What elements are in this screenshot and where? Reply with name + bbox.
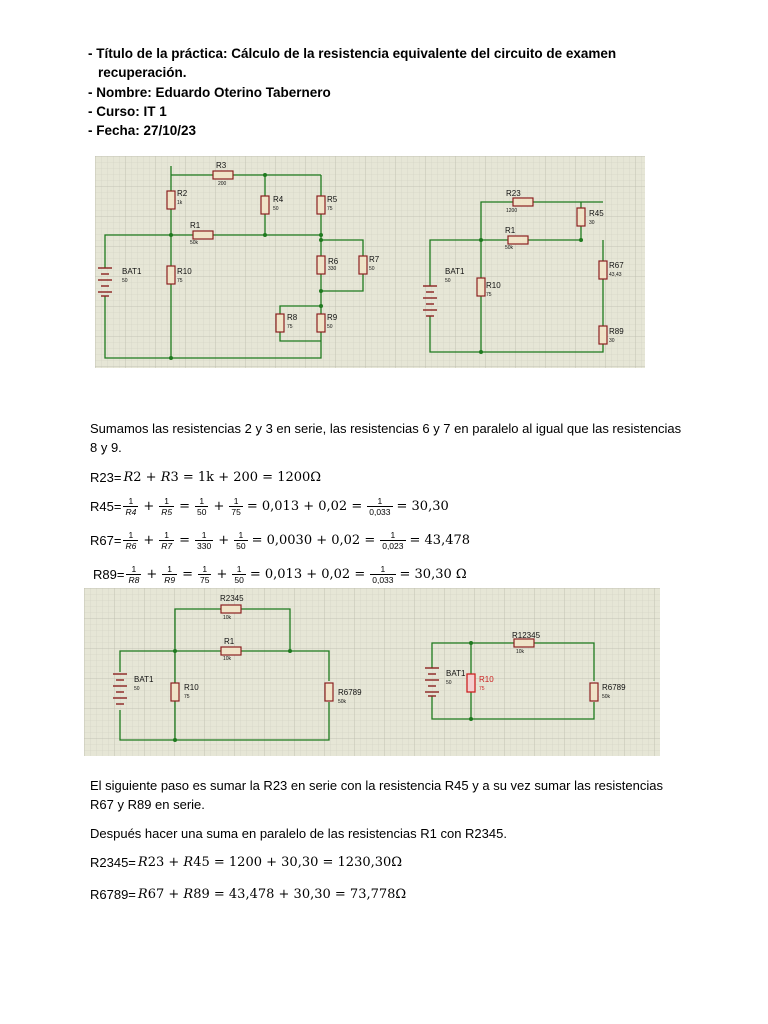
value-bat1-c2-right: 50 [446,680,452,686]
resistor-r1 [193,231,213,239]
course: - Curso: IT 1 [88,103,167,119]
frac-num: 1 [390,530,396,540]
resistor-r4 [261,196,269,214]
label-bat1-c2-right: BAT1 [446,669,466,678]
circuit-schematic-1 [95,156,645,373]
value-r10-right: 75 [486,292,492,298]
value-r2345: 10k [223,615,232,621]
equation-r45: R45= $\frac{1}{R4}$ + $\frac{1}{R5}$ = $\frac{1}{50}$ + $\frac{1}{75}$ = 0,013 + 0,02 = $\frac{1}{0,033}$ = 30,30 [90,496,449,517]
frac-num: 1 [128,530,134,540]
frac-den: R9 [164,575,176,585]
label-r3: R3 [216,161,227,170]
resistor-r6 [317,256,325,274]
value-r1-right: 50k [505,245,514,251]
value-r23: 1200 [506,208,518,214]
value-bat1-right: 50 [445,278,451,284]
label-r10: R10 [177,267,192,276]
frac-num: 1 [164,496,170,506]
resistor-r45 [577,208,585,226]
label-r6789-right: R6789 [602,683,626,692]
paragraph-3: Después hacer una suma en paralelo de las resistencias R1 con R2345. [90,826,507,841]
frac-num: 1 [131,564,137,574]
frac-num: 1 [380,564,386,574]
frac-num: 1 [128,496,134,506]
value-r6: 330 [328,266,337,272]
eq-r89-tail: = 0,013 + 0,02 = [249,567,366,582]
eq-r67-final: = 43,478 [409,533,471,548]
label-r9: R9 [327,313,338,322]
label-r6789: R6789 [338,688,362,697]
value-r5: 75 [327,206,333,212]
frac-den: R6 [125,541,137,551]
resistor-r9 [317,314,325,332]
value-r67: 43,43 [609,272,622,278]
label-r1: R1 [190,221,201,230]
title-line-1: - Título de la práctica: Cálculo de la resistencia equivalente del circuito de examen [88,46,617,61]
equation-r89: R89= $\frac{1}{R8}$ + $\frac{1}{R9}$ = $\frac{1}{75}$ + $\frac{1}{50}$ = 0,013 + 0,02 = $\frac{1}{0,033}$ = 30,30 Ω [93,564,467,585]
resistor-r8 [276,314,284,332]
eq-r45-label: R45= [90,499,122,514]
label-r10-c2: R10 [184,683,199,692]
document-header [88,44,688,140]
value-r1-c2: 10k [223,656,232,662]
frac-den: 50 [236,541,246,551]
eq-r6789-expr: = 43,478 + 30,30 = 73,778Ω [213,887,407,902]
label-r1-right: R1 [505,226,516,235]
value-r10-c2: 75 [184,694,190,700]
frac-den: R8 [128,575,140,585]
value-r4: 50 [273,206,279,212]
value-r10-c2-right: 75 [479,686,485,692]
resistor-r10-highlighted [467,674,475,692]
title-line-2: recuperación. [98,65,187,81]
label-r1-c2: R1 [224,637,235,646]
frac-den: 50 [234,575,244,585]
label-bat1: BAT1 [122,267,142,276]
eq-r45-tail: = 0,013 + 0,02 = [246,499,363,514]
eq-r23-label: R23= [90,470,122,485]
value-r1: 50k [190,240,199,246]
frac-den: R5 [161,507,173,517]
frac-den: R7 [161,541,173,551]
value-r6789-right: 50k [602,694,611,700]
value-r45: 30 [589,220,595,226]
eq-r2345-expr: = 1200 + 30,30 = 1230,30Ω [213,855,403,870]
label-bat1-c2: BAT1 [134,675,154,684]
equation-r67: R67= $\frac{1}{R6}$ + $\frac{1}{R7}$ = $\frac{1}{330}$ + $\frac{1}{50}$ = 0,0030 + 0,02 = $\frac{1}{0,023}$ = 43,478 [90,530,471,551]
resistor-r6789-right [590,683,598,701]
frac-den: 0,033 [369,507,391,517]
label-r45: R45 [589,209,604,218]
resistor-r10 [167,266,175,284]
label-r12345: R12345 [512,631,541,640]
frac-den: 50 [197,507,207,517]
resistor-r2345 [221,605,241,613]
label-r7: R7 [369,255,380,264]
frac-num: 1 [164,530,170,540]
label-r4: R4 [273,195,284,204]
value-r89: 30 [609,338,615,344]
label-r8: R8 [287,313,298,322]
resistor-r7 [359,256,367,274]
eq-r2345-label: R2345= [90,855,136,870]
frac-num: 1 [201,530,207,540]
value-r6789: 50k [338,699,347,705]
frac-den: 0,023 [382,541,404,551]
equation-r23: R23= R2 + R3 = 1k + 200 = 1200Ω [90,470,322,485]
resistor-r67 [599,261,607,279]
resistor-r89 [599,326,607,344]
frac-num: 1 [167,564,173,574]
eq-r45-final: = 30,30 [396,499,449,514]
resistor-r2 [167,191,175,209]
circuit-schematic-2 [84,588,660,761]
resistor-r6789 [325,683,333,701]
frac-num: 1 [377,496,383,506]
resistor-r23 [513,198,533,206]
author-name: - Nombre: Eduardo Oterino Tabernero [88,84,331,100]
label-r23: R23 [506,189,521,198]
frac-den: R4 [125,507,137,517]
label-r6: R6 [328,257,339,266]
label-r5: R5 [327,195,338,204]
resistor-r10-c2 [171,683,179,701]
label-r2345: R2345 [220,594,244,603]
label-r10-right: R10 [486,281,501,290]
frac-den: 75 [200,575,210,585]
date: - Fecha: 27/10/23 [88,123,197,139]
frac-num: 1 [233,496,239,506]
eq-r89-label: R89= [93,567,125,582]
frac-num: 1 [202,564,208,574]
eq-r67-label: R67= [90,533,122,548]
label-bat1-right: BAT1 [445,267,465,276]
frac-num: 1 [238,530,244,540]
value-bat1-c2: 50 [134,686,140,692]
paragraph-2: El siguiente paso es sumar la R23 en serie con la resistencia R45 y a su vez sumar las resistencias R67 y R89 en serie. [90,778,663,812]
label-r89: R89 [609,327,624,336]
resistor-r1-c2 [221,647,241,655]
eq-r89-final: = 30,30 Ω [399,567,467,582]
label-r67: R67 [609,261,624,270]
resistor-r10b [477,278,485,296]
value-bat1: 50 [122,278,128,284]
value-r10: 75 [177,278,183,284]
label-r2: R2 [177,189,188,198]
eq-r6789-label: R6789= [90,887,136,902]
value-r9: 50 [327,324,333,330]
frac-den: 0,033 [372,575,394,585]
resistor-r12345 [514,639,534,647]
equation-r2345: R2345= R23 + R45 = 1200 + 30,30 = 1230,30Ω [90,855,403,870]
value-r8: 75 [287,324,293,330]
eq-r23-expr: = 1k + 200 = 1200Ω [182,470,322,485]
paragraph-1: Sumamos las resistencias 2 y 3 en serie, las resistencias 6 y 7 en paralelo al igual que las resistencias 8 y 9. [90,421,682,455]
value-r12345: 10k [516,649,525,655]
value-r2: 1k [177,200,183,206]
frac-den: 330 [197,541,212,551]
resistor-r1b [508,236,528,244]
resistor-r3 [213,171,233,179]
value-r3: 200 [218,181,227,187]
label-r10-c2-right: R10 [479,675,494,684]
equation-r6789: R6789= R67 + R89 = 43,478 + 30,30 = 73,778Ω [90,887,407,902]
eq-r67-tail: = 0,0030 + 0,02 = [251,533,376,548]
frac-num: 1 [199,496,205,506]
frac-den: 75 [231,507,241,517]
resistor-r5 [317,196,325,214]
value-r7: 50 [369,266,375,272]
frac-num: 1 [236,564,242,574]
